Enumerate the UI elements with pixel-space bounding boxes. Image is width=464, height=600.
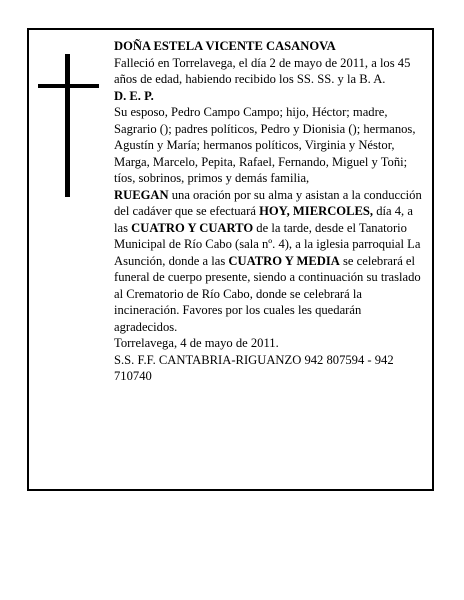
funeral-service: S.S. F.F. CANTABRIA-RIGUANZO 942 807594 - 942 710740 [114, 352, 394, 383]
family-list: Su esposo, Pedro Campo Campo; hijo, Héctor; madre, Sagrario (); padres políticos, Pedro y Dionisia (); hermanos, Agustín y María; hermanos políticos, Virginia y Néstor, Marga, Marcelo, Pepita, Rafael, Fernando, Miguel y Toñi; tíos, sobrinos, primos y demás familia, [114, 105, 416, 185]
obituary-text [114, 38, 424, 385]
time-second: CUATRO Y MEDIA [228, 253, 340, 268]
cross-icon-bar [38, 84, 99, 88]
request-paragraph: RUEGAN una oración por su alma y asistan a la conducción del cadáver que se efectuará HOY, MIERCOLES, día 4, a las CUATRO Y CUARTO de la tarde, desde el Tanatorio Municipal de Río Cabo (sala nº. 4), a la iglesia parroquial La Asunción, donde a las CUATRO Y MEDIA se celebrará el funeral de cuerpo presente, siendo a continuación su traslado al Crematorio de Río Cabo, donde se celebrará la incineración. Favores por los cuales les quedarán agradecidos. [114, 187, 422, 334]
deceased-name: DOÑA ESTELA VICENTE CASANOVA [114, 39, 336, 53]
time-first: CUATRO Y CUARTO [131, 220, 254, 235]
ruegan-label: RUEGAN [114, 187, 169, 202]
dep-label: D. E. P. [114, 88, 154, 103]
cross-icon [65, 54, 70, 197]
death-info: Falleció en Torrelavega, el día 2 de mayo de 2011, a los 45 años de edad, habiendo recibido los SS. SS. y la B. A. [114, 55, 411, 86]
place-date: Torrelavega, 4 de mayo de 2011. [114, 336, 279, 350]
day-label: HOY, MIERCOLES, [259, 204, 374, 218]
